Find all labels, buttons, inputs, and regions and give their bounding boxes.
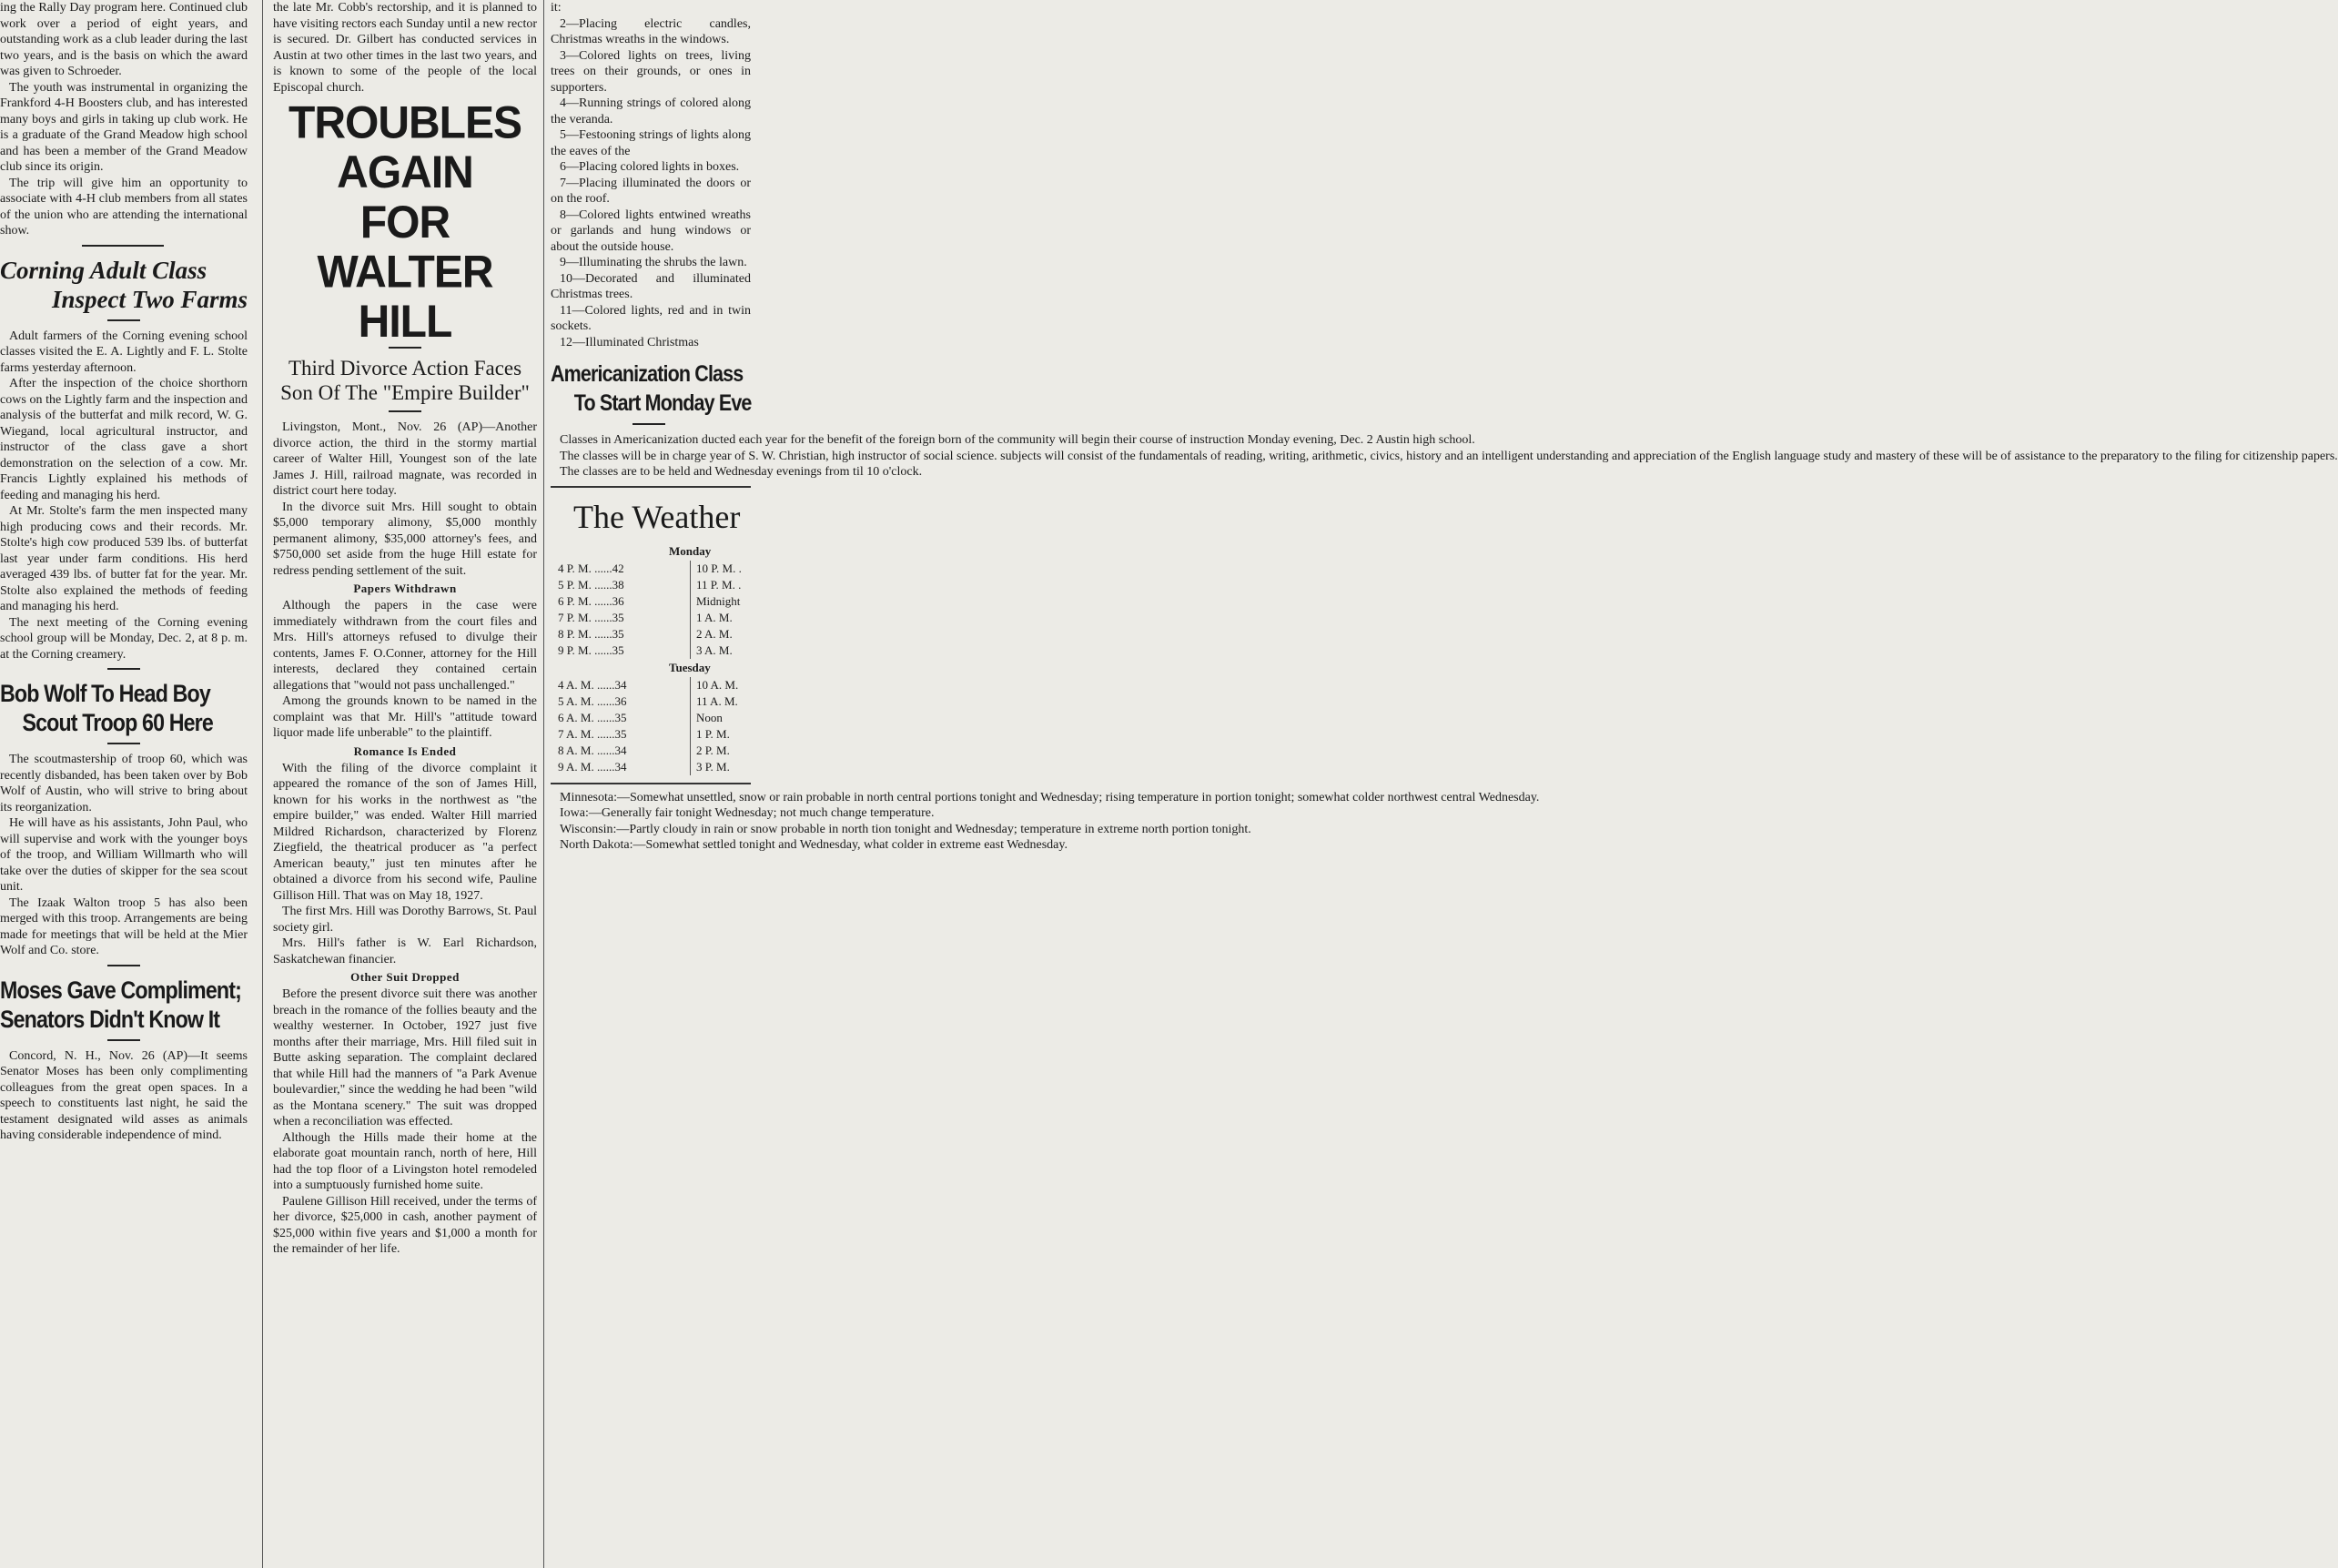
weather-reading: 3 P. M. <box>690 759 730 775</box>
forecast-paragraph: North Dakota:—Somewhat settled tonight and Wednesday, what colder in extreme east Wednesday. <box>560 838 1068 852</box>
decoration-list-item: 9—Illuminating the shrubs the lawn. <box>560 256 747 269</box>
divider <box>633 423 665 425</box>
weather-reading: Midnight <box>690 593 740 610</box>
weather-row <box>551 743 751 759</box>
hill-lede: Livingston, Mont., Nov. 26 (AP)—Another divorce action, the third in the stormy martial career of Walter Hill, Youngest son of the late James J. Hill, railroad magnate, was recorded in district court here today. <box>273 420 537 498</box>
corning-paragraph: The next meeting of the Corning evening school group will be Monday, Dec. 2, at 8 p. m. at the Corning creamery. <box>0 615 248 662</box>
weather-title: The Weather <box>573 498 741 535</box>
weather-row <box>551 759 751 775</box>
weather-reading: 10 A. M. <box>690 677 738 693</box>
subhead-romance: Romance Is Ended <box>353 744 457 758</box>
hill-paragraph: Although the papers in the case were immediately withdrawn from the court files and Mrs. Hill's attorneys refused to divulge their contents, James F. O.Conner, attorney for the Hill interests, declared they contained certain allegations that "would not pass unchallenged." <box>273 599 537 693</box>
weather-row <box>551 593 751 610</box>
hill-headline: TROUBLES AGAIN FOR WALTER HILL <box>288 97 521 348</box>
hill-paragraph: The first Mrs. Hill was Dorothy Barrows, St. Paul society girl. <box>273 905 537 935</box>
divider <box>107 743 140 744</box>
hill-paragraph: Mrs. Hill's father is W. Earl Richardson, Saskatchewan financier. <box>273 936 537 966</box>
weather-reading: 4 A. M. ......34 <box>558 677 627 692</box>
weather-reading: 11 A. M. <box>690 693 738 710</box>
weather-row <box>551 561 751 577</box>
schroeder-story-end: ing the Rally Day program here. Continued club work over a period of eight years, and outstanding work as a club leader during the last two years, and is the basis on which the award was given to Schroeder. <box>0 1 248 78</box>
hill-deck: Third Divorce Action Faces Son Of The "Empire Builder" <box>280 357 530 404</box>
decoration-list-item: 12—Illuminated Christmas <box>560 335 699 349</box>
divider <box>107 319 140 321</box>
decoration-list-item: 4—Running strings of colored along the veranda. <box>551 96 751 126</box>
decoration-list-item: 5—Festooning strings of lights along the eaves of the <box>551 128 751 158</box>
column-rule <box>543 0 544 1568</box>
decoration-list-item: it: <box>551 1 562 15</box>
weather-reading: 5 A. M. ......36 <box>558 693 627 708</box>
divider <box>107 668 140 670</box>
forecast-paragraph: Wisconsin:—Partly cloudy in rain or snow probable in north tion tonight and Wednesday; temperature in extreme north portion tonight. <box>560 822 1251 836</box>
weather-reading: 9 P. M. ......35 <box>558 642 624 657</box>
divider <box>107 965 140 966</box>
weather-reading: 7 P. M. ......35 <box>558 610 624 624</box>
weather-reading: 7 A. M. ......35 <box>558 726 627 741</box>
divider <box>107 1039 140 1041</box>
weather-row <box>551 677 751 693</box>
weather-row <box>551 610 751 626</box>
wolf-paragraph: The Izaak Walton troop 5 has also been merged with this troop. Arrangements are being made for meetings that will be held at the Mier Wolf and Co. store. <box>0 895 248 957</box>
weather-row <box>551 577 751 593</box>
weather-reading: 8 A. M. ......34 <box>558 743 627 757</box>
subhead-other-suit: Other Suit Dropped <box>350 970 460 984</box>
weather-reading: 2 A. M. <box>690 626 733 642</box>
hill-paragraph: In the divorce suit Mrs. Hill sought to obtain $5,000 temporary alimony, $5,000 monthly permanent alimony, $35,000 attorney's fees, and $750,000 set aside from the huge Hill estate for redress pending settlement of the suit. <box>273 500 537 578</box>
americanization-paragraph: Classes in Americanization ducted each year for the benefit of the foreign born of the community will begin their course of instruction Monday evening, Dec. 2 Austin high school. <box>560 433 1475 447</box>
decoration-list-item: 11—Colored lights, red and in twin sockets. <box>551 303 751 333</box>
moses-paragraph: Concord, N. H., Nov. 26 (AP)—It seems Senator Moses has been only complimenting colleagues from the great open spaces. In a speech to constituents last night, he said the testament designated wild asses as animals having considerable independence of mind. <box>0 1048 248 1142</box>
wolf-paragraph: He will have as his assistants, John Paul, who will supervise and work with the younger boys of the troop, and William Willmarth who will take over the duties of skipper for the sea scout unit. <box>0 816 248 894</box>
decoration-list-item: 3—Colored lights on trees, living trees on their grounds, or ones in supporters. <box>551 48 751 95</box>
hill-paragraph: Before the present divorce suit there was another breach in the romance of the follies beauty and the wealthy westerner. In October, 1927 just five months after their marriage, Mrs. Hill filed suit in Butte asking separation. The complaint declared that while Hill had the manners of "a Park Avenue boulevardier," since the wedding he had been "wild as the Montana scenery." The suit was dropped when a reconciliation was effected. <box>273 987 537 1128</box>
weather-reading: Noon <box>690 710 723 726</box>
column-center <box>273 0 537 1258</box>
schroeder-youth-paragraph: The youth was instrumental in organizing the Frankford 4-H Boosters club, and has interested many boys and girls in taking up club work. He is a graduate of the Grand Meadow high school and has been a member of the Grand Meadow club since its origin. <box>0 80 248 174</box>
wolf-paragraph: The scoutmastership of troop 60, which was recently disbanded, has been taken over by Bob Wolf of Austin, who will strive to bring about its reorganization. <box>0 753 248 814</box>
weather-row <box>551 693 751 710</box>
moses-headline: Moses Gave Compliment; Senators Didn't Know It <box>0 976 241 1033</box>
decoration-list-item: 7—Placing illuminated the doors or on the roof. <box>551 176 751 206</box>
hill-paragraph: Paulene Gillison Hill received, under the terms of her divorce, $25,000 in cash, another payment of $25,000 within five years and $1,000 a month for the remainder of her life. <box>273 1194 537 1256</box>
weather-day-label: Monday <box>669 543 712 558</box>
weather-reading: 8 P. M. ......35 <box>558 626 624 641</box>
weather-reading: 2 P. M. <box>690 743 730 759</box>
weather-row <box>551 710 751 726</box>
weather-reading: 9 A. M. ......34 <box>558 759 627 774</box>
weather-reading: 10 P. M. . <box>690 561 742 577</box>
hill-paragraph: With the filing of the divorce complaint it appeared the romance of the son of James Hill, known for his works in the northwest as "the empire builder," was ended. Walter Hill married Mildred Richardson, characterized by Florenz Ziegfield, the theatrical producer as "a perfect American beauty," just ten minutes after he obtained a divorce from his second wife, Pauline Gillison Hill. That was on May 18, 1927. <box>273 761 537 903</box>
corning-headline: Corning Adult Class Inspect Two Farms <box>0 256 248 313</box>
decoration-list-item: 8—Colored lights entwined wreaths or garlands and hung windows or about the outside house. <box>551 207 751 254</box>
weather-row <box>551 642 751 659</box>
americanization-headline: Americanization Class To Start Monday Eve <box>551 361 752 416</box>
corning-paragraph: At Mr. Stolte's farm the men inspected many high producing cows and their records. Mr. Stolte's high cow produced 539 lbs. of butterfat last year under farm conditions. His herd averaged 439 lbs. of butter fat for the year. Mr. Stolte also explained the methods of feeding and managing his herd. <box>0 504 248 613</box>
weather-reading: 4 P. M. ......42 <box>558 561 624 575</box>
corning-paragraph: After the inspection of the choice shorthorn cows on the Lightly farm and the inspection and analysis of the butterfat and milk record, W. G. Wiegand, local agricultural instructor, and instructor of the class gave a short demonstration on the selection of a cow. Mr. Francis Lightly explained his methods of feeding and managing his herd. <box>0 377 248 502</box>
divider <box>551 783 751 784</box>
americanization-paragraph: The classes are to be held and Wednesday evenings from til 10 o'clock. <box>560 465 923 479</box>
hill-paragraph: Although the Hills made their home at the elaborate goat mountain ranch, north of here, Hill had the top floor of a Livingston hotel remodeled into a sumptuously furnished home suite. <box>273 1130 537 1192</box>
decoration-list-item: 2—Placing electric candles, Christmas wreaths in the windows. <box>551 16 751 46</box>
weather-row <box>551 626 751 642</box>
schroeder-trip-paragraph: The trip will give him an opportunity to associate with 4-H club members from all states of the union who are attending the international show. <box>0 176 248 238</box>
column-left <box>0 0 248 1144</box>
decoration-list-item: 10—Decorated and illuminated Christmas trees. <box>551 271 751 301</box>
subhead-papers: Papers Withdrawn <box>353 582 457 595</box>
weather-reading: 6 P. M. ......36 <box>558 593 624 608</box>
weather-reading: 1 P. M. <box>690 726 730 743</box>
americanization-paragraph: The classes will be in charge year of S. W. Christian, high instructor of social science. subjects will consist of the fundamentals of reading, writing, arithmetic, civics, history and an intelligent understanding and appreciation of the English language study and mastery of these will be of assistance to the preparatory to the filing for citizenship papers. <box>560 449 2338 463</box>
divider <box>389 410 421 412</box>
weather-table-monday <box>551 561 751 659</box>
forecast-paragraph: Iowa:—Generally fair tonight Wednesday; not much change temperature. <box>560 806 935 820</box>
weather-reading: 5 P. M. ......38 <box>558 577 624 592</box>
weather-reading: 6 A. M. ......35 <box>558 710 627 724</box>
wolf-headline: Bob Wolf To Head Boy Scout Troop 60 Here <box>0 680 213 736</box>
divider <box>82 245 164 247</box>
column-rule <box>262 0 263 1568</box>
weather-table-tuesday <box>551 677 751 775</box>
hill-paragraph: Among the grounds known to be named in the complaint was that Mr. Hill's "attitude toward liquor made life unberable" to the plaintiff. <box>273 694 537 740</box>
weather-reading: 3 A. M. <box>690 642 733 659</box>
forecast-paragraph: Minnesota:—Somewhat unsettled, snow or rain probable in north central portions tonight and Wednesday; rising temperature in portion tonight; somewhat colder northwest central Wednesday. <box>560 790 1540 804</box>
corning-paragraph: Adult farmers of the Corning evening school classes visited the E. A. Lightly and F. L. Stolte farms yesterday afternoon. <box>0 329 248 375</box>
weather-row <box>551 726 751 743</box>
decoration-list-item: 6—Placing colored lights in boxes. <box>560 160 740 174</box>
weather-reading: 11 P. M. . <box>690 577 741 593</box>
rector-story-end: the late Mr. Cobb's rectorship, and it is planned to have visiting rectors each Sunday until a new rector is secured. Dr. Gilbert has conducted services in Austin at two other times in the last two years, and is known to some of the people of the local Episcopal church. <box>273 1 538 95</box>
weather-reading: 1 A. M. <box>690 610 733 626</box>
weather-box <box>551 486 1540 854</box>
column-right <box>551 0 2338 854</box>
weather-day-label: Tuesday <box>669 660 711 674</box>
